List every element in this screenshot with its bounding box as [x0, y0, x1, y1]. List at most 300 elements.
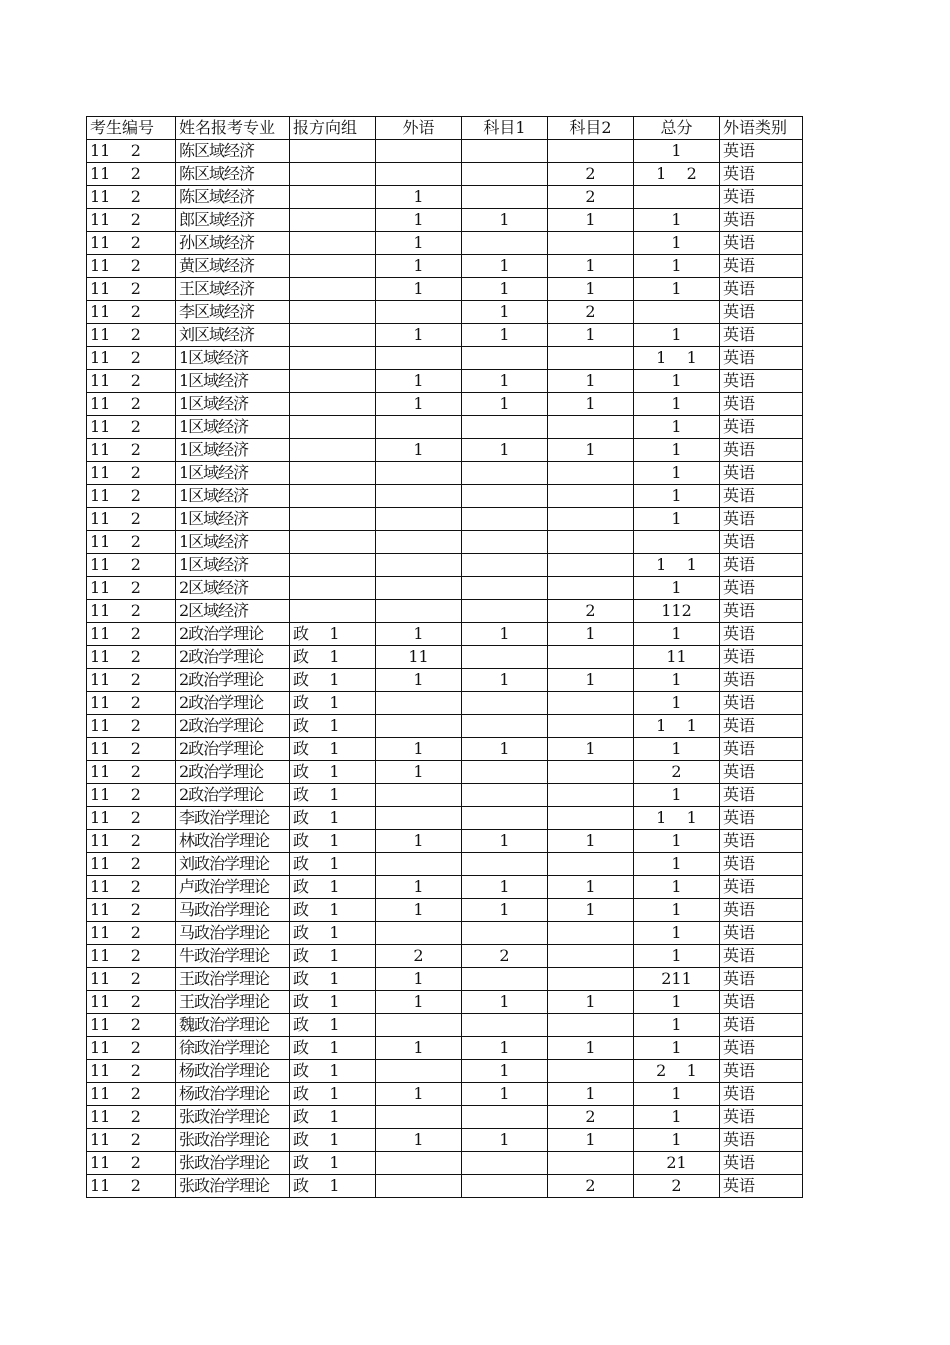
table-row — [87, 462, 803, 485]
cell-total: 1 — [634, 669, 720, 692]
cell-subject-1 — [462, 600, 548, 623]
cell-direction-group: 政 1 — [290, 692, 376, 715]
cell-foreign-language: 1 — [376, 830, 462, 853]
cell-subject-2: 2 — [548, 1175, 634, 1198]
table-row — [87, 1037, 803, 1060]
cell-exam-id: 11 2 — [87, 301, 176, 324]
cell-subject-1: 1 — [462, 899, 548, 922]
header-name-major: 姓名报考专业 — [176, 117, 290, 140]
cell-subject-2: 2 — [548, 1106, 634, 1129]
table-row — [87, 1083, 803, 1106]
cell-language-type: 英语 — [720, 784, 803, 807]
cell-name-major: 黄区域经济 — [176, 255, 290, 278]
cell-subject-2 — [548, 508, 634, 531]
cell-exam-id: 11 2 — [87, 140, 176, 163]
cell-subject-1: 1 — [462, 393, 548, 416]
cell-direction-group — [290, 439, 376, 462]
cell-total: 1 — [634, 1083, 720, 1106]
cell-direction-group — [290, 232, 376, 255]
cell-exam-id: 11 2 — [87, 278, 176, 301]
table-row — [87, 485, 803, 508]
table-row — [87, 669, 803, 692]
table-row — [87, 876, 803, 899]
cell-total: 1 2 — [634, 163, 720, 186]
cell-direction-group — [290, 554, 376, 577]
cell-total: 1 — [634, 1106, 720, 1129]
cell-subject-1: 1 — [462, 1129, 548, 1152]
cell-direction-group: 政 1 — [290, 1175, 376, 1198]
cell-language-type: 英语 — [720, 485, 803, 508]
cell-total: 1 1 — [634, 347, 720, 370]
table-row — [87, 347, 803, 370]
cell-exam-id: 11 2 — [87, 554, 176, 577]
cell-direction-group — [290, 324, 376, 347]
cell-total: 2 1 — [634, 1060, 720, 1083]
cell-foreign-language — [376, 577, 462, 600]
table-row — [87, 715, 803, 738]
header-subject-1: 科目1 — [462, 117, 548, 140]
cell-language-type: 英语 — [720, 623, 803, 646]
cell-exam-id: 11 2 — [87, 715, 176, 738]
cell-foreign-language: 1 — [376, 1083, 462, 1106]
cell-subject-1 — [462, 577, 548, 600]
cell-subject-1: 1 — [462, 1060, 548, 1083]
cell-subject-1: 1 — [462, 324, 548, 347]
cell-subject-1 — [462, 140, 548, 163]
cell-language-type: 英语 — [720, 186, 803, 209]
cell-direction-group — [290, 370, 376, 393]
cell-name-major: 2政治学理论 — [176, 669, 290, 692]
cell-foreign-language — [376, 922, 462, 945]
cell-name-major: 张政治学理论 — [176, 1175, 290, 1198]
cell-name-major: 马政治学理论 — [176, 899, 290, 922]
table-row — [87, 1175, 803, 1198]
cell-name-major: 张政治学理论 — [176, 1106, 290, 1129]
cell-language-type: 英语 — [720, 347, 803, 370]
cell-subject-2: 1 — [548, 324, 634, 347]
cell-name-major: 1区域经济 — [176, 347, 290, 370]
cell-direction-group: 政 1 — [290, 876, 376, 899]
cell-foreign-language: 1 — [376, 186, 462, 209]
cell-name-major: 2政治学理论 — [176, 784, 290, 807]
cell-direction-group: 政 1 — [290, 623, 376, 646]
table-row — [87, 370, 803, 393]
cell-name-major: 1区域经济 — [176, 462, 290, 485]
cell-language-type: 英语 — [720, 1037, 803, 1060]
cell-language-type: 英语 — [720, 646, 803, 669]
cell-total: 211 — [634, 968, 720, 991]
cell-subject-2: 1 — [548, 669, 634, 692]
cell-subject-1 — [462, 416, 548, 439]
cell-name-major: 魏政治学理论 — [176, 1014, 290, 1037]
cell-subject-1: 1 — [462, 209, 548, 232]
cell-subject-2 — [548, 945, 634, 968]
cell-foreign-language: 1 — [376, 439, 462, 462]
table-row — [87, 186, 803, 209]
cell-direction-group: 政 1 — [290, 1129, 376, 1152]
cell-foreign-language — [376, 140, 462, 163]
cell-language-type: 英语 — [720, 922, 803, 945]
cell-foreign-language — [376, 531, 462, 554]
cell-language-type: 英语 — [720, 416, 803, 439]
cell-foreign-language: 1 — [376, 1037, 462, 1060]
cell-language-type: 英语 — [720, 393, 803, 416]
cell-subject-2: 2 — [548, 600, 634, 623]
cell-subject-2: 1 — [548, 991, 634, 1014]
cell-foreign-language — [376, 715, 462, 738]
cell-subject-1 — [462, 784, 548, 807]
cell-language-type: 英语 — [720, 554, 803, 577]
table-row — [87, 600, 803, 623]
cell-name-major: 2区域经济 — [176, 600, 290, 623]
cell-name-major: 1区域经济 — [176, 531, 290, 554]
cell-subject-1: 1 — [462, 669, 548, 692]
cell-direction-group: 政 1 — [290, 991, 376, 1014]
cell-direction-group: 政 1 — [290, 1106, 376, 1129]
cell-total: 1 — [634, 370, 720, 393]
cell-subject-2: 1 — [548, 278, 634, 301]
cell-total: 1 — [634, 439, 720, 462]
cell-exam-id: 11 2 — [87, 1060, 176, 1083]
cell-name-major: 陈区域经济 — [176, 140, 290, 163]
cell-exam-id: 11 2 — [87, 508, 176, 531]
table-row — [87, 646, 803, 669]
cell-direction-group — [290, 508, 376, 531]
cell-exam-id: 11 2 — [87, 1106, 176, 1129]
table-row — [87, 853, 803, 876]
cell-language-type: 英语 — [720, 669, 803, 692]
cell-total: 1 — [634, 623, 720, 646]
cell-subject-1 — [462, 646, 548, 669]
cell-subject-1 — [462, 692, 548, 715]
cell-foreign-language — [376, 784, 462, 807]
table-row — [87, 807, 803, 830]
cell-subject-1 — [462, 163, 548, 186]
cell-foreign-language — [376, 692, 462, 715]
cell-foreign-language — [376, 462, 462, 485]
cell-total: 1 — [634, 945, 720, 968]
cell-exam-id: 11 2 — [87, 531, 176, 554]
cell-subject-1: 1 — [462, 278, 548, 301]
cell-name-major: 马政治学理论 — [176, 922, 290, 945]
cell-subject-2: 1 — [548, 738, 634, 761]
table-row — [87, 738, 803, 761]
cell-subject-1: 1 — [462, 370, 548, 393]
cell-direction-group — [290, 531, 376, 554]
cell-total: 1 — [634, 278, 720, 301]
cell-subject-2 — [548, 1060, 634, 1083]
cell-direction-group: 政 1 — [290, 807, 376, 830]
cell-language-type: 英语 — [720, 715, 803, 738]
cell-name-major: 杨政治学理论 — [176, 1083, 290, 1106]
cell-foreign-language — [376, 600, 462, 623]
cell-subject-2 — [548, 416, 634, 439]
cell-name-major: 陈区域经济 — [176, 163, 290, 186]
cell-subject-2: 1 — [548, 393, 634, 416]
cell-total: 1 1 — [634, 554, 720, 577]
cell-language-type: 英语 — [720, 761, 803, 784]
cell-direction-group — [290, 485, 376, 508]
table-row — [87, 255, 803, 278]
cell-exam-id: 11 2 — [87, 899, 176, 922]
cell-name-major: 张政治学理论 — [176, 1129, 290, 1152]
cell-subject-2: 1 — [548, 1083, 634, 1106]
cell-exam-id: 11 2 — [87, 163, 176, 186]
cell-name-major: 郎区域经济 — [176, 209, 290, 232]
cell-name-major: 1区域经济 — [176, 393, 290, 416]
cell-total: 1 — [634, 209, 720, 232]
cell-exam-id: 11 2 — [87, 968, 176, 991]
cell-foreign-language — [376, 807, 462, 830]
cell-total: 1 — [634, 1037, 720, 1060]
table-row — [87, 623, 803, 646]
cell-total: 1 — [634, 830, 720, 853]
cell-language-type: 英语 — [720, 899, 803, 922]
cell-subject-2: 1 — [548, 209, 634, 232]
cell-foreign-language: 1 — [376, 1129, 462, 1152]
cell-subject-1 — [462, 968, 548, 991]
cell-total: 1 1 — [634, 807, 720, 830]
cell-total — [634, 301, 720, 324]
cell-exam-id: 11 2 — [87, 1175, 176, 1198]
cell-total: 1 — [634, 991, 720, 1014]
cell-subject-1: 1 — [462, 830, 548, 853]
cell-subject-1 — [462, 807, 548, 830]
cell-name-major: 刘政治学理论 — [176, 853, 290, 876]
cell-language-type: 英语 — [720, 1060, 803, 1083]
cell-name-major: 李政治学理论 — [176, 807, 290, 830]
cell-foreign-language — [376, 163, 462, 186]
cell-direction-group: 政 1 — [290, 1060, 376, 1083]
table-row — [87, 830, 803, 853]
cell-total — [634, 531, 720, 554]
table-body — [87, 140, 803, 1198]
cell-subject-2 — [548, 140, 634, 163]
table-row — [87, 1129, 803, 1152]
cell-subject-1: 1 — [462, 623, 548, 646]
cell-subject-1 — [462, 186, 548, 209]
cell-exam-id: 11 2 — [87, 209, 176, 232]
cell-subject-2 — [548, 715, 634, 738]
cell-name-major: 林政治学理论 — [176, 830, 290, 853]
cell-subject-1: 1 — [462, 876, 548, 899]
cell-language-type: 英语 — [720, 531, 803, 554]
cell-exam-id: 11 2 — [87, 876, 176, 899]
cell-language-type: 英语 — [720, 991, 803, 1014]
cell-subject-1: 2 — [462, 945, 548, 968]
table-row — [87, 232, 803, 255]
cell-subject-2 — [548, 922, 634, 945]
cell-subject-1: 1 — [462, 1037, 548, 1060]
cell-direction-group — [290, 278, 376, 301]
table-row — [87, 692, 803, 715]
table-row — [87, 968, 803, 991]
cell-foreign-language — [376, 554, 462, 577]
cell-language-type: 英语 — [720, 255, 803, 278]
cell-direction-group — [290, 393, 376, 416]
table-row — [87, 301, 803, 324]
cell-exam-id: 11 2 — [87, 738, 176, 761]
cell-foreign-language: 1 — [376, 899, 462, 922]
cell-direction-group: 政 1 — [290, 945, 376, 968]
cell-language-type: 英语 — [720, 232, 803, 255]
cell-exam-id: 11 2 — [87, 646, 176, 669]
cell-exam-id: 11 2 — [87, 669, 176, 692]
cell-foreign-language — [376, 853, 462, 876]
cell-foreign-language — [376, 1060, 462, 1083]
cell-name-major: 1区域经济 — [176, 416, 290, 439]
cell-subject-2: 1 — [548, 1037, 634, 1060]
table-row — [87, 163, 803, 186]
cell-exam-id: 11 2 — [87, 485, 176, 508]
cell-name-major: 1区域经济 — [176, 439, 290, 462]
cell-exam-id: 11 2 — [87, 623, 176, 646]
cell-exam-id: 11 2 — [87, 1083, 176, 1106]
cell-subject-1 — [462, 715, 548, 738]
cell-total: 2 — [634, 761, 720, 784]
cell-exam-id: 11 2 — [87, 807, 176, 830]
cell-subject-2: 1 — [548, 830, 634, 853]
header-row — [87, 117, 803, 140]
cell-total: 1 — [634, 232, 720, 255]
cell-language-type: 英语 — [720, 1014, 803, 1037]
cell-foreign-language — [376, 347, 462, 370]
cell-subject-1 — [462, 1106, 548, 1129]
cell-exam-id: 11 2 — [87, 991, 176, 1014]
cell-direction-group — [290, 462, 376, 485]
table-row — [87, 945, 803, 968]
cell-subject-1 — [462, 462, 548, 485]
cell-foreign-language: 1 — [376, 278, 462, 301]
cell-subject-2 — [548, 531, 634, 554]
cell-subject-1 — [462, 485, 548, 508]
cell-subject-2: 1 — [548, 1129, 634, 1152]
cell-name-major: 2政治学理论 — [176, 692, 290, 715]
cell-subject-2: 1 — [548, 255, 634, 278]
cell-subject-2 — [548, 968, 634, 991]
cell-direction-group: 政 1 — [290, 968, 376, 991]
cell-total: 1 — [634, 508, 720, 531]
header-subject-2: 科目2 — [548, 117, 634, 140]
cell-foreign-language — [376, 1014, 462, 1037]
table-row — [87, 899, 803, 922]
cell-subject-1 — [462, 1014, 548, 1037]
cell-subject-2: 1 — [548, 876, 634, 899]
cell-subject-1: 1 — [462, 738, 548, 761]
cell-direction-group: 政 1 — [290, 830, 376, 853]
cell-total: 1 — [634, 462, 720, 485]
cell-subject-1: 1 — [462, 991, 548, 1014]
cell-name-major: 杨政治学理论 — [176, 1060, 290, 1083]
cell-subject-1 — [462, 554, 548, 577]
cell-direction-group: 政 1 — [290, 853, 376, 876]
table-row — [87, 439, 803, 462]
cell-language-type: 英语 — [720, 1129, 803, 1152]
cell-name-major: 牛政治学理论 — [176, 945, 290, 968]
cell-name-major: 王区域经济 — [176, 278, 290, 301]
cell-total: 1 — [634, 899, 720, 922]
cell-total: 1 — [634, 393, 720, 416]
cell-name-major: 2区域经济 — [176, 577, 290, 600]
cell-foreign-language — [376, 301, 462, 324]
cell-subject-2: 1 — [548, 439, 634, 462]
cell-subject-2: 1 — [548, 623, 634, 646]
table-row — [87, 922, 803, 945]
header-language-type: 外语类别 — [720, 117, 803, 140]
cell-total: 1 — [634, 1129, 720, 1152]
cell-total: 1 — [634, 784, 720, 807]
cell-subject-2 — [548, 1014, 634, 1037]
cell-exam-id: 11 2 — [87, 577, 176, 600]
header-direction-group: 报方向组 — [290, 117, 376, 140]
cell-total: 1 — [634, 324, 720, 347]
cell-total: 21 — [634, 1152, 720, 1175]
cell-total: 1 — [634, 853, 720, 876]
cell-name-major: 刘区域经济 — [176, 324, 290, 347]
cell-subject-1 — [462, 347, 548, 370]
cell-foreign-language: 11 — [376, 646, 462, 669]
cell-name-major: 1区域经济 — [176, 370, 290, 393]
cell-foreign-language — [376, 1152, 462, 1175]
cell-name-major: 1区域经济 — [176, 554, 290, 577]
table-row — [87, 393, 803, 416]
cell-total: 11 — [634, 646, 720, 669]
cell-foreign-language: 1 — [376, 324, 462, 347]
cell-language-type: 英语 — [720, 807, 803, 830]
cell-foreign-language: 1 — [376, 761, 462, 784]
cell-foreign-language: 1 — [376, 370, 462, 393]
cell-language-type: 英语 — [720, 462, 803, 485]
cell-direction-group — [290, 301, 376, 324]
cell-name-major: 2政治学理论 — [176, 646, 290, 669]
cell-name-major: 李区域经济 — [176, 301, 290, 324]
cell-subject-2 — [548, 853, 634, 876]
cell-total: 112 — [634, 600, 720, 623]
cell-total: 1 — [634, 922, 720, 945]
cell-subject-2 — [548, 646, 634, 669]
cell-foreign-language: 1 — [376, 738, 462, 761]
cell-total: 1 — [634, 255, 720, 278]
cell-language-type: 英语 — [720, 1152, 803, 1175]
cell-language-type: 英语 — [720, 738, 803, 761]
cell-direction-group — [290, 186, 376, 209]
cell-direction-group: 政 1 — [290, 669, 376, 692]
cell-direction-group — [290, 163, 376, 186]
cell-language-type: 英语 — [720, 600, 803, 623]
cell-subject-1: 1 — [462, 439, 548, 462]
cell-subject-2 — [548, 462, 634, 485]
cell-total: 1 — [634, 692, 720, 715]
cell-exam-id: 11 2 — [87, 600, 176, 623]
cell-language-type: 英语 — [720, 692, 803, 715]
cell-language-type: 英语 — [720, 945, 803, 968]
cell-exam-id: 11 2 — [87, 347, 176, 370]
header-foreign-language: 外语 — [376, 117, 462, 140]
cell-direction-group — [290, 347, 376, 370]
cell-direction-group — [290, 416, 376, 439]
cell-total: 1 1 — [634, 715, 720, 738]
cell-subject-1 — [462, 232, 548, 255]
cell-direction-group: 政 1 — [290, 1152, 376, 1175]
cell-name-major: 王政治学理论 — [176, 968, 290, 991]
cell-total — [634, 186, 720, 209]
cell-subject-2 — [548, 485, 634, 508]
cell-direction-group: 政 1 — [290, 922, 376, 945]
cell-foreign-language — [376, 1106, 462, 1129]
cell-direction-group: 政 1 — [290, 899, 376, 922]
cell-subject-1: 1 — [462, 1083, 548, 1106]
cell-direction-group — [290, 255, 376, 278]
